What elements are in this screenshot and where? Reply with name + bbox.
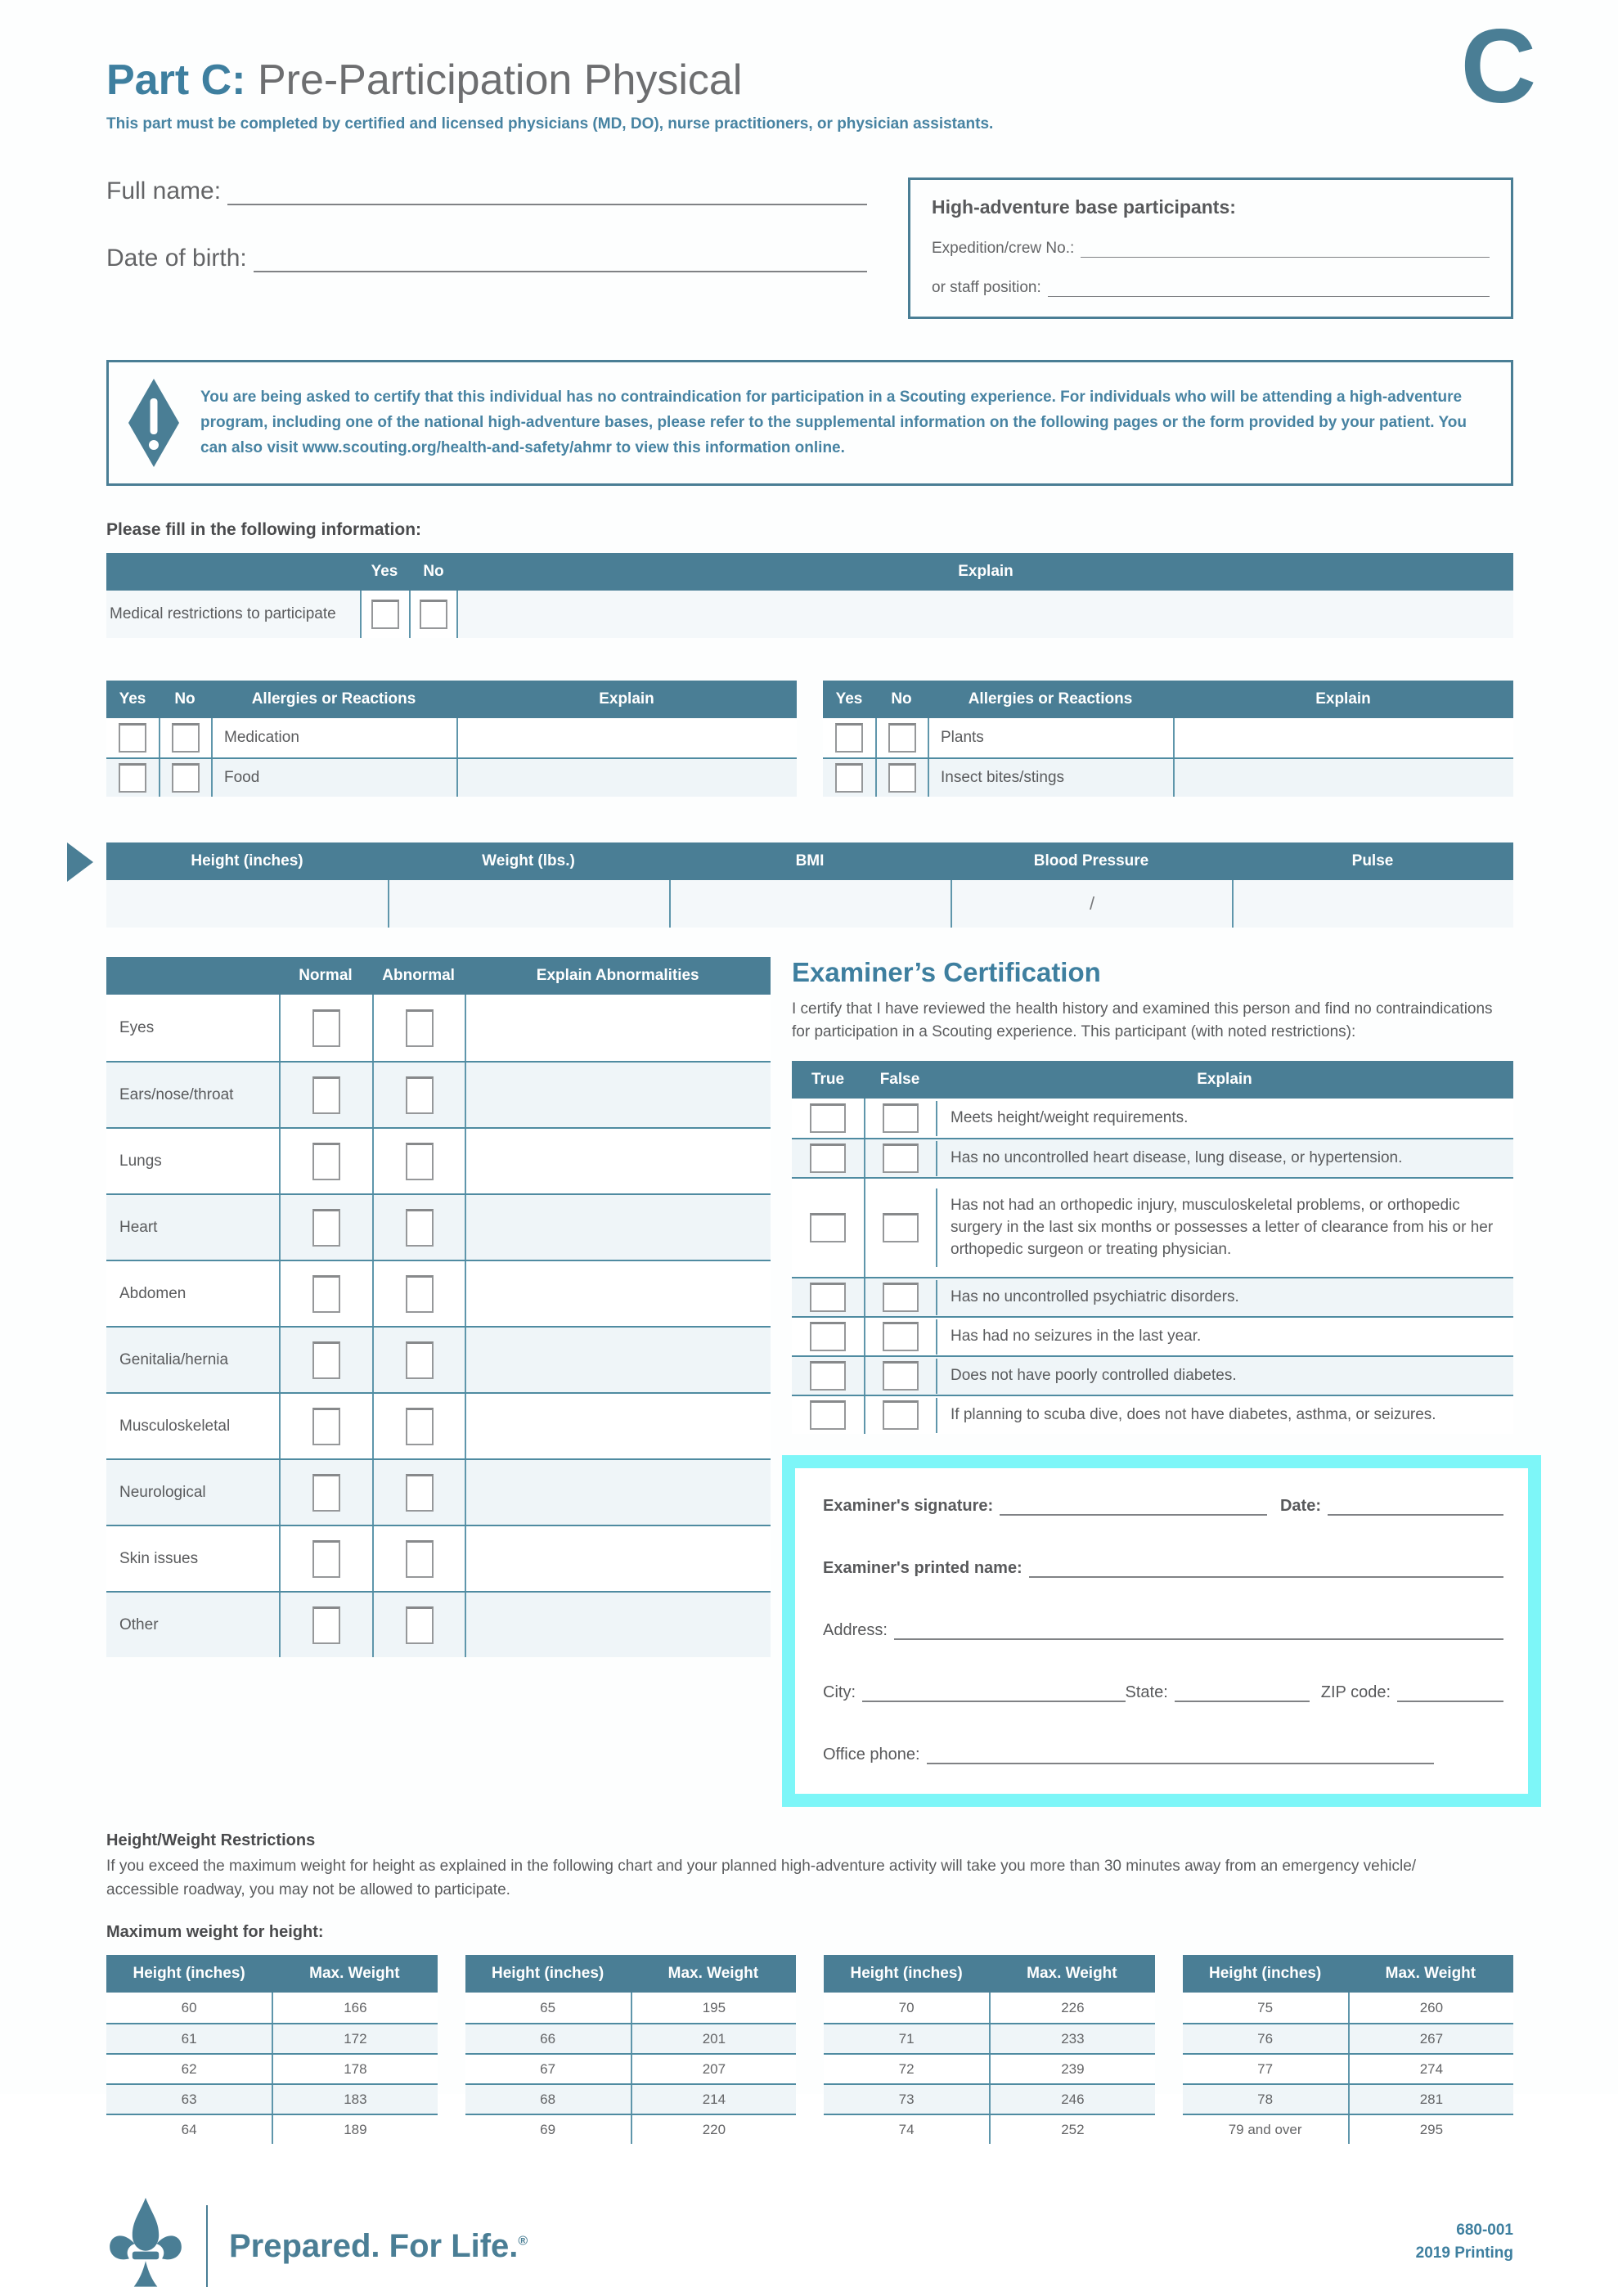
other-label: Other <box>119 1615 159 1633</box>
examiner-signature-label: Examiner's signature: <box>823 1497 994 1516</box>
table-row: 78 281 <box>1183 2083 1514 2114</box>
page-title-prefix: Part C: <box>106 56 246 104</box>
printed-name-row <box>823 1558 1503 1578</box>
allergies-right-header <box>823 681 1513 718</box>
medical-restrictions-row <box>106 591 1513 638</box>
weight-header: Weight (lbs.) <box>482 852 575 870</box>
table-row: 63 183 <box>106 2083 438 2114</box>
table-row: 70 226 <box>824 1993 1155 2023</box>
lungs-normal-checkbox[interactable] <box>312 1143 340 1180</box>
cert-text-orthopedic: Has not had an orthopedic injury, musculoskeletal problems, or orthopedic surgery in the last six months or possesses a letter of clearance from his or her orthopedic surgeon or treating physician. <box>936 1188 1513 1267</box>
dob-input-line[interactable] <box>254 248 867 272</box>
genitalia-normal-checkbox[interactable] <box>312 1341 340 1379</box>
plants-label: Plants <box>928 718 1173 757</box>
false-header: False <box>879 1071 920 1089</box>
brand-tagline: Prepared. For Life.® <box>229 2227 528 2264</box>
cert-row-height-weight <box>792 1099 1513 1138</box>
bp-field[interactable]: / <box>951 880 1232 928</box>
food-yes-cell <box>106 759 159 797</box>
ears-explain-field[interactable] <box>465 1063 771 1127</box>
brand-divider <box>206 2205 208 2287</box>
full-name-input-line[interactable] <box>227 181 867 205</box>
certify-notice-box <box>106 360 1513 486</box>
cert-text-scuba: If planning to scuba dive, does not have diabetes, asthma, or seizures. <box>936 1398 1513 1433</box>
insects-no-checkbox[interactable] <box>888 763 916 793</box>
weight-table-4 <box>1183 1955 1514 2144</box>
examiner-signature-line[interactable] <box>1000 1496 1267 1516</box>
exam-row-neurological <box>106 1458 771 1525</box>
ears-label: Ears/nose/throat <box>119 1085 234 1103</box>
musculoskeletal-explain-field[interactable] <box>465 1394 771 1458</box>
allergy-row-plants <box>823 718 1513 757</box>
abdomen-normal-checkbox[interactable] <box>312 1275 340 1313</box>
medical-restrictions-no-checkbox[interactable] <box>420 600 447 629</box>
diabetes-true-checkbox[interactable] <box>810 1361 846 1391</box>
table-row: 66 201 <box>465 2023 797 2053</box>
bsa-fleur-de-lis-logo <box>106 2196 185 2296</box>
insects-label: Insect bites/stings <box>928 759 1173 797</box>
wt2-weight-header: Max. Weight <box>667 1965 759 1983</box>
allergy-row-medication <box>106 718 797 757</box>
insects-yes-checkbox[interactable] <box>835 763 863 793</box>
height-weight-restrictions-text: If you exceed the maximum weight for height as explained in the following chart and your planned high-adventure activity will take you more than 30 minutes away from an emergency vehicle/ accessible roadway, you may not be allowed to participate. <box>106 1858 1417 1898</box>
signature-date-row <box>823 1496 1503 1516</box>
staff-position-label: or staff position: <box>932 279 1041 297</box>
medication-explain-field[interactable] <box>456 718 797 757</box>
plants-yes-checkbox[interactable] <box>835 723 863 753</box>
office-phone-label: Office phone: <box>823 1746 920 1764</box>
cert-text-height-weight: Meets height/weight requirements. <box>936 1101 1513 1136</box>
expedition-row <box>932 240 1490 258</box>
genitalia-label: Genitalia/hernia <box>119 1350 229 1368</box>
cert-row-diabetes <box>792 1355 1513 1395</box>
genitalia-explain-field[interactable] <box>465 1328 771 1392</box>
lungs-label: Lungs <box>119 1152 162 1170</box>
insects-explain-field[interactable] <box>1173 759 1513 797</box>
wt4-weight-header: Max. Weight <box>1385 1965 1476 1983</box>
physical-exam-table <box>106 957 771 1657</box>
heart-abnormal-checkbox[interactable] <box>406 1209 434 1247</box>
form-number: 680-001 <box>1456 2222 1513 2240</box>
pulse-field[interactable] <box>1232 880 1513 928</box>
allergies-right-no-header: No <box>891 690 912 708</box>
exam-row-heart <box>106 1193 771 1260</box>
pulse-header: Pulse <box>1351 852 1394 870</box>
city-state-zip-row <box>823 1683 1503 1702</box>
eyes-abnormal-checkbox[interactable] <box>406 1009 434 1047</box>
food-label: Food <box>211 759 456 797</box>
page-title <box>106 57 1513 104</box>
cert-explain-header: Explain <box>1197 1071 1252 1089</box>
table-row: 64 189 <box>106 2114 438 2144</box>
wt3-weight-header: Max. Weight <box>1027 1965 1117 1983</box>
abdomen-label: Abdomen <box>119 1284 187 1302</box>
scuba-true-checkbox[interactable] <box>810 1400 846 1430</box>
cert-row-scuba <box>792 1395 1513 1434</box>
table-row: 71 233 <box>824 2023 1155 2053</box>
certification-intro: I certify that I have reviewed the health history and examined this person and find no contraindications for participation in a Scouting experience. This participant (with noted restrictions): <box>792 1000 1493 1040</box>
allergies-section <box>106 681 1513 797</box>
plants-yes-cell <box>823 718 875 757</box>
pointer-arrow-icon <box>67 842 93 882</box>
exam-row-abdomen <box>106 1260 771 1326</box>
food-explain-field[interactable] <box>456 759 797 797</box>
identity-fields <box>106 177 867 319</box>
table-row: 79 and over 295 <box>1183 2114 1514 2144</box>
bmi-field[interactable] <box>669 880 951 928</box>
insects-no-cell <box>875 759 928 797</box>
date-label: Date: <box>1279 1497 1321 1516</box>
exam-row-ears-nose-throat <box>106 1061 771 1127</box>
examiners-certification-section <box>792 957 1513 1807</box>
certify-notice-text: You are being asked to certify that this individual has no contraindication for participation in a Scouting experience. For individuals who will be attending a high-adventure program, including one of the national high-adventure bases, please refer to the supplemental information on the following pages or the form provided by your patient. You can also visit www.scouting.org/health-and-safety/ahmr to view this information online. <box>200 389 1467 456</box>
musculoskeletal-label: Musculoskeletal <box>119 1417 231 1435</box>
normal-header: Normal <box>299 967 353 985</box>
medication-yes-checkbox[interactable] <box>119 723 146 753</box>
skin-label: Skin issues <box>119 1549 199 1567</box>
other-abnormal-checkbox[interactable] <box>406 1606 434 1644</box>
table-row: 75 260 <box>1183 1993 1514 2023</box>
plants-no-checkbox[interactable] <box>888 723 916 753</box>
table-row: 60 166 <box>106 1993 438 2023</box>
printed-name-line[interactable] <box>1029 1558 1503 1578</box>
expedition-input-line[interactable] <box>1081 240 1490 258</box>
neurological-normal-checkbox[interactable] <box>312 1474 340 1512</box>
true-header: True <box>811 1071 845 1089</box>
skin-normal-checkbox[interactable] <box>312 1540 340 1578</box>
dob-row <box>106 245 867 272</box>
expedition-label: Expedition/crew No.: <box>932 240 1075 258</box>
dob-label: Date of birth: <box>106 245 247 272</box>
exam-row-musculoskeletal <box>106 1392 771 1458</box>
food-no-cell <box>159 759 211 797</box>
allergies-left-header <box>106 681 797 718</box>
seizures-false-checkbox[interactable] <box>883 1322 919 1351</box>
psychiatric-true-checkbox[interactable] <box>810 1283 846 1312</box>
food-no-checkbox[interactable] <box>172 763 200 793</box>
heart-lung-true-checkbox[interactable] <box>810 1144 846 1173</box>
max-weight-heading: Maximum weight for height: <box>106 1923 324 1942</box>
fill-no-header: No <box>423 563 444 581</box>
full-name-row <box>106 177 867 205</box>
allergies-right-col-header: Allergies or Reactions <box>968 690 1133 708</box>
exclamation-diamond-icon <box>128 379 179 467</box>
zip-line[interactable] <box>1397 1683 1503 1702</box>
neurological-abnormal-checkbox[interactable] <box>406 1474 434 1512</box>
table-row: 72 239 <box>824 2053 1155 2083</box>
fill-info-heading: Please fill in the following information: <box>106 520 422 540</box>
heart-normal-checkbox[interactable] <box>312 1209 340 1247</box>
eyes-explain-field[interactable] <box>465 995 771 1061</box>
genitalia-abnormal-checkbox[interactable] <box>406 1341 434 1379</box>
medication-yes-cell <box>106 718 159 757</box>
allergies-left-col-header: Allergies or Reactions <box>251 690 416 708</box>
exam-row-eyes <box>106 995 771 1061</box>
table-row: 73 246 <box>824 2083 1155 2114</box>
wt2-height-header: Height (inches) <box>492 1965 605 1983</box>
cert-row-orthopedic <box>792 1177 1513 1277</box>
table-row: 61 172 <box>106 2023 438 2053</box>
allergies-left-no-header: No <box>174 690 196 708</box>
address-label: Address: <box>823 1621 888 1640</box>
cert-row-seizures <box>792 1316 1513 1355</box>
state-label: State: <box>1125 1683 1168 1702</box>
page-title-main: Pre-Participation Physical <box>257 56 743 104</box>
height-weight-restrictions-heading: Height/Weight Restrictions <box>106 1831 316 1850</box>
table-row: 67 207 <box>465 2053 797 2083</box>
medication-label: Medication <box>211 718 456 757</box>
height-header: Height (inches) <box>191 852 303 870</box>
heart-lung-false-checkbox[interactable] <box>883 1144 919 1173</box>
date-line[interactable] <box>1328 1496 1503 1516</box>
exam-row-lungs <box>106 1127 771 1193</box>
height-weight-false-checkbox[interactable] <box>883 1103 919 1133</box>
ears-abnormal-checkbox[interactable] <box>406 1076 434 1114</box>
printing-year: 2019 Printing <box>1415 2244 1513 2262</box>
lungs-explain-field[interactable] <box>465 1129 771 1193</box>
height-field[interactable] <box>106 880 388 928</box>
cert-text-heart-lung: Has no uncontrolled heart disease, lung disease, or hypertension. <box>936 1141 1513 1176</box>
allergy-row-insects <box>823 757 1513 797</box>
medication-no-cell <box>159 718 211 757</box>
neurological-explain-field[interactable] <box>465 1460 771 1525</box>
exam-header <box>106 957 771 995</box>
skin-explain-field[interactable] <box>465 1526 771 1591</box>
seizures-true-checkbox[interactable] <box>810 1322 846 1351</box>
diabetes-false-checkbox[interactable] <box>883 1361 919 1391</box>
vitals-entry-row <box>106 880 1513 928</box>
exam-row-other <box>106 1591 771 1657</box>
city-line[interactable] <box>862 1683 1126 1702</box>
medical-restrictions-yes-cell <box>360 591 409 638</box>
ears-normal-checkbox[interactable] <box>312 1076 340 1114</box>
cert-text-seizures: Has had no seizures in the last year. <box>936 1319 1513 1355</box>
cert-text-psychiatric: Has no uncontrolled psychiatric disorders. <box>936 1280 1513 1315</box>
printed-name-label: Examiner's printed name: <box>823 1559 1022 1578</box>
fill-yes-header: Yes <box>371 563 398 581</box>
other-normal-checkbox[interactable] <box>312 1606 340 1644</box>
medical-restrictions-no-cell <box>409 591 458 638</box>
wt3-height-header: Height (inches) <box>850 1965 963 1983</box>
orthopedic-true-checkbox[interactable] <box>810 1213 846 1242</box>
allergies-right-explain-header: Explain <box>1315 690 1371 708</box>
psychiatric-false-checkbox[interactable] <box>883 1283 919 1312</box>
musculoskeletal-abnormal-checkbox[interactable] <box>406 1408 434 1445</box>
medication-no-checkbox[interactable] <box>172 723 200 753</box>
weight-table-3 <box>824 1955 1155 2144</box>
heart-label: Heart <box>119 1218 158 1236</box>
staff-position-input-line[interactable] <box>1048 279 1490 297</box>
table-row: 69 220 <box>465 2114 797 2144</box>
identity-section <box>106 177 1513 319</box>
musculoskeletal-normal-checkbox[interactable] <box>312 1408 340 1445</box>
explain-abnormalities-header: Explain Abnormalities <box>536 967 699 985</box>
full-name-label: Full name: <box>106 177 222 205</box>
allergies-table-right <box>823 681 1513 797</box>
part-letter: C <box>1460 8 1536 125</box>
weight-table-2 <box>465 1955 797 2144</box>
abdomen-explain-field[interactable] <box>465 1261 771 1326</box>
high-adventure-box <box>908 177 1513 319</box>
scuba-false-checkbox[interactable] <box>883 1400 919 1430</box>
table-row: 77 274 <box>1183 2053 1514 2083</box>
eyes-label: Eyes <box>119 1018 155 1036</box>
orthopedic-false-checkbox[interactable] <box>883 1213 919 1242</box>
bsa-brand <box>106 2196 528 2296</box>
bp-header: Blood Pressure <box>1033 852 1149 870</box>
allergy-row-food <box>106 757 797 797</box>
address-row <box>823 1620 1503 1640</box>
city-label: City: <box>823 1683 856 1702</box>
heart-explain-field[interactable] <box>465 1195 771 1260</box>
fill-info-header <box>106 553 1513 591</box>
vitals-header <box>106 842 1513 880</box>
allergies-left-explain-header: Explain <box>599 690 654 708</box>
form-meta <box>1416 2219 1513 2264</box>
address-line[interactable] <box>894 1620 1503 1640</box>
office-phone-line[interactable] <box>927 1745 1434 1764</box>
zip-label: ZIP code: <box>1320 1683 1391 1702</box>
height-weight-true-checkbox[interactable] <box>810 1103 846 1133</box>
high-adventure-title: High-adventure base participants: <box>932 196 1236 218</box>
cert-row-psychiatric <box>792 1277 1513 1316</box>
cert-row-heart-lung <box>792 1138 1513 1177</box>
office-phone-row <box>823 1745 1503 1764</box>
state-line[interactable] <box>1175 1683 1310 1702</box>
other-explain-field[interactable] <box>465 1593 771 1657</box>
exam-row-genitalia <box>106 1326 771 1392</box>
allergies-table-left <box>106 681 797 797</box>
certification-title: Examiner’s Certification <box>792 957 1101 988</box>
vitals-table <box>106 842 1513 928</box>
allergies-right-yes-header: Yes <box>835 690 863 708</box>
fill-explain-header: Explain <box>958 563 1013 581</box>
table-row: 65 195 <box>465 1993 797 2023</box>
medical-restrictions-explain-field[interactable] <box>458 591 1513 638</box>
abdomen-abnormal-checkbox[interactable] <box>406 1275 434 1313</box>
skin-abnormal-checkbox[interactable] <box>406 1540 434 1578</box>
cert-text-diabetes: Does not have poorly controlled diabetes. <box>936 1359 1513 1394</box>
wt1-weight-header: Max. Weight <box>309 1965 400 1983</box>
table-row: 62 178 <box>106 2053 438 2083</box>
medical-restrictions-label: Medical restrictions to participate <box>110 605 336 623</box>
page-footer <box>106 2196 1513 2296</box>
abnormal-header: Abnormal <box>382 967 455 985</box>
weight-field[interactable] <box>388 880 669 928</box>
wt4-height-header: Height (inches) <box>1209 1965 1322 1983</box>
table-row: 76 267 <box>1183 2023 1514 2053</box>
neurological-label: Neurological <box>119 1483 206 1501</box>
food-yes-checkbox[interactable] <box>119 763 146 793</box>
insects-yes-cell <box>823 759 875 797</box>
staff-position-row <box>932 279 1490 297</box>
weight-table-1 <box>106 1955 438 2144</box>
max-weight-tables <box>106 1955 1513 2144</box>
registered-mark: ® <box>518 2234 528 2249</box>
lungs-abnormal-checkbox[interactable] <box>406 1143 434 1180</box>
plants-no-cell <box>875 718 928 757</box>
table-row: 68 214 <box>465 2083 797 2114</box>
page-subtitle: This part must be completed by certified and licensed physicians (MD, DO), nurse practitioners, or physician assistants. <box>106 115 994 133</box>
table-row: 74 252 <box>824 2114 1155 2144</box>
eyes-normal-checkbox[interactable] <box>312 1009 340 1047</box>
exam-row-skin <box>106 1525 771 1591</box>
bmi-header: BMI <box>795 852 825 870</box>
examiner-signature-block-highlighted <box>782 1455 1541 1807</box>
fill-info-table <box>106 553 1513 638</box>
certification-table <box>792 1061 1513 1434</box>
wt1-height-header: Height (inches) <box>133 1965 245 1983</box>
allergies-left-yes-header: Yes <box>119 690 146 708</box>
medical-restrictions-yes-checkbox[interactable] <box>371 600 399 629</box>
certification-header <box>792 1061 1513 1099</box>
plants-explain-field[interactable] <box>1173 718 1513 757</box>
